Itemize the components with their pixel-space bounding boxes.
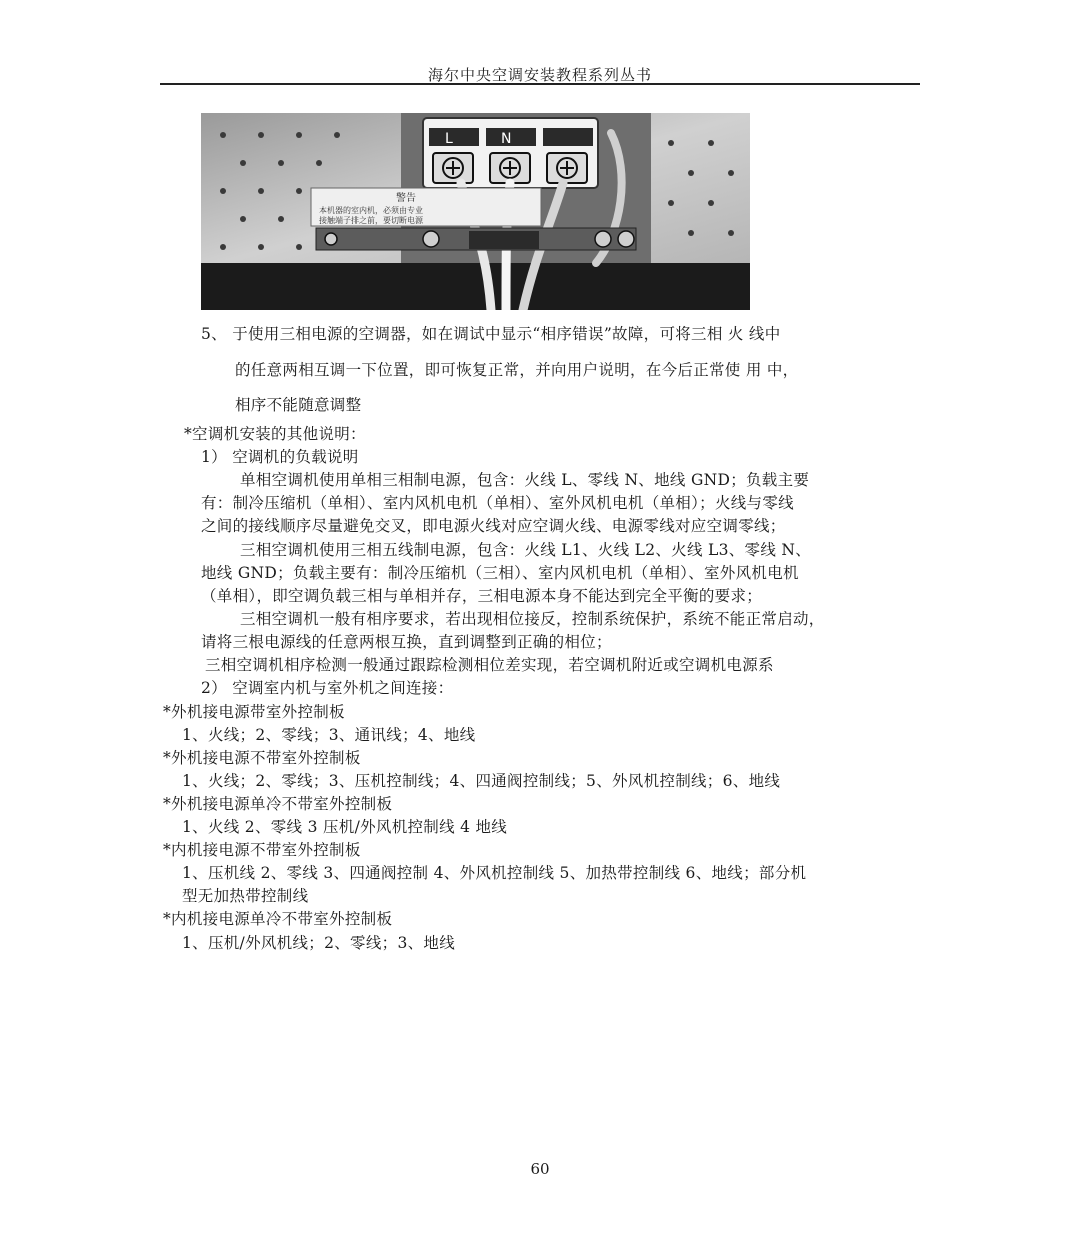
section-2-heading: 2） 空调室内机与室外机之间连接： [201,679,454,697]
section-1-heading: 1） 空调机的负载说明 [201,448,359,466]
connection-1-wires: 1、火线；2、零线；3、通讯线；4、地线 [182,726,476,744]
connection-5-heading: *内机接电源单冷不带室外控制板 [163,910,393,928]
connection-4-heading: *内机接电源不带室外控制板 [163,841,361,859]
para-4-line-1: 三相空调机相序检测一般通过跟踪检测相位差实现，若空调机附近或空调机电源系 [205,656,774,674]
connection-4-wires-line-2: 型无加热带控制线 [182,887,309,905]
connection-3-wires: 1、火线 2、零线 3 压机/外风机控制线 4 地线 [182,818,508,836]
connection-2-heading: *外机接电源不带室外控制板 [163,749,361,767]
header-rule [160,83,920,85]
para-1-line-2: 有：制冷压缩机（单相）、室内风机电机（单相）、室外风机电机（单相）；火线与零线 [201,494,794,512]
para-1-line-3: 之间的接线顺序尽量避免交叉，即电源火线对应空调火线、电源零线对应空调零线； [201,517,786,535]
connection-2-wires: 1、火线；2、零线；3、压机控制线；4、四通阀控制线；5、外风机控制线；6、地线 [182,772,781,790]
para-3-line-2: 请将三根电源线的任意两根互换，直到调整到正确的相位； [201,633,612,651]
terminal-block-photo [201,113,750,310]
item-5-line-1: 5、 于使用三相电源的空调器，如在调试中显示“相序错误”故障，可将三相 火 线中 [201,325,781,343]
para-1-line-1: 单相空调机使用单相三相制电源，包含：火线 L、零线 N、地线 GND；负载主要 [240,471,810,489]
item-5-line-3: 相序不能随意调整 [235,396,362,414]
terminal-block-illustration [201,113,750,310]
para-2-line-2: 地线 GND；负载主要有：制冷压缩机（三相）、室内风机电机（单相）、室外风机电机 [201,564,799,582]
connection-4-wires-line-1: 1、压机线 2、零线 3、四通阀控制 4、外风机控制线 5、加热带控制线 6、地线；部分机 [182,864,807,882]
para-2-line-1: 三相空调机使用三相五线制电源，包含：火线 L1、火线 L2、火线 L3、零线 N、 [240,541,812,559]
terminal-label-n: N [501,131,512,147]
warning-label-title: 警告 [396,193,416,204]
terminal-label-l: L [445,131,453,147]
para-2-line-3: （单相），即空调负载三相与单相并存，三相电源本身不能达到完全平衡的要求； [201,587,763,605]
warning-label-line-2: 接触端子排之前，要切断电源 [319,216,423,225]
para-3-line-1: 三相空调机一般有相序要求，若出现相位接反，控制系统保护，系统不能正常启动， [240,610,825,628]
connection-3-heading: *外机接电源单冷不带室外控制板 [163,795,393,813]
page-number: 60 [530,1160,550,1178]
running-header: 海尔中央空调安装教程系列丛书 [427,66,652,84]
other-notes-heading: *空调机安装的其他说明： [184,425,366,443]
warning-label-line-1: 本机器的室内机，必须由专业 [319,206,423,215]
item-5-line-2: 的任意两相互调一下位置，即可恢复正常，并向用户说明，在今后正常使 用 中， [235,361,799,379]
connection-5-wires: 1、压机/外风机线；2、零线；3、地线 [182,934,456,952]
connection-1-heading: *外机接电源带室外控制板 [163,703,345,721]
